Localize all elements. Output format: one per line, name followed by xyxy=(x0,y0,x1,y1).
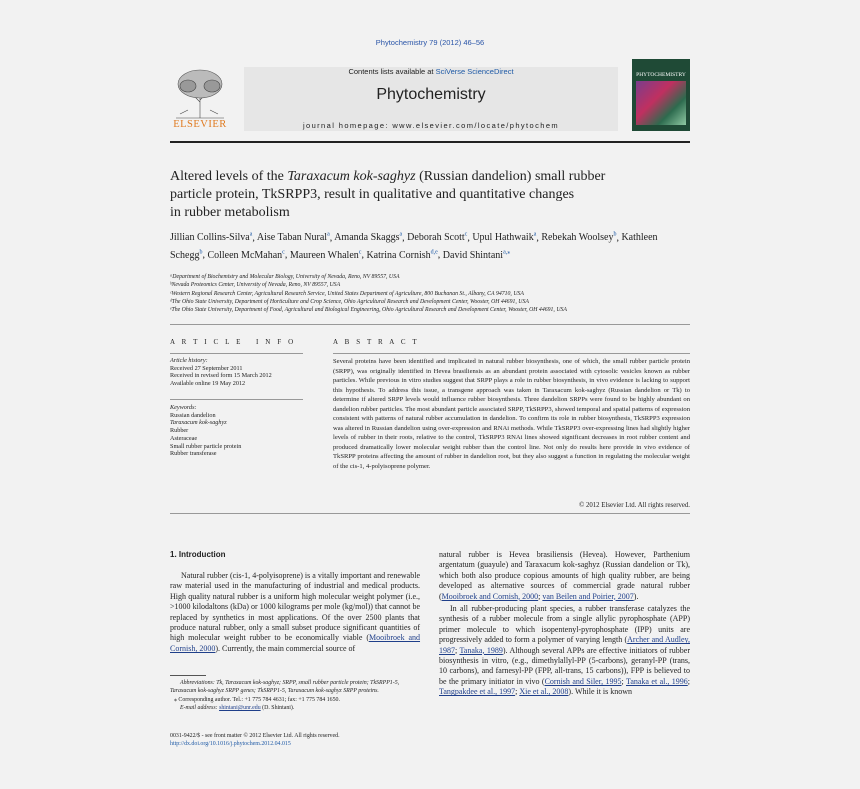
author[interactable]: Rebekah Woolsey$^b$ xyxy=(541,232,617,244)
author-affiliation-marker[interactable]: d,e xyxy=(430,249,438,256)
corresponding-author-note: ⁎ Corresponding author. Tel.: +1 775 784 4631; fax: +1 775 784 1650. xyxy=(174,696,340,703)
author[interactable]: Kathleen Schegg$^b$ xyxy=(170,232,658,261)
journal-cover xyxy=(632,59,690,131)
publisher-name: ELSEVIER xyxy=(173,119,227,130)
author[interactable]: Deborah Scott$^c$ xyxy=(407,232,468,244)
citation-link[interactable]: Mooibroek and Cornish, 2000 xyxy=(170,633,421,653)
issn-line: 0031-9422/$ - see front matter © 2012 Elsevier Ltd. All rights reserved. xyxy=(170,733,340,739)
footnotes xyxy=(170,679,420,713)
citation-link[interactable]: Tangpakdee et al., 1997 xyxy=(439,687,516,697)
cover-image xyxy=(636,81,686,125)
citation-link[interactable]: Archer and Audley, 1987 xyxy=(439,635,690,655)
citation-link[interactable]: Xie et al., 2008 xyxy=(519,687,569,697)
paragraph-text: ). xyxy=(633,591,639,601)
author[interactable]: Jillian Collins-Silva$^a$ xyxy=(170,232,253,244)
copyright: © 2012 Elsevier Ltd. All rights reserved. xyxy=(579,502,690,509)
article-info-heading: A R T I C L E I N F O xyxy=(170,338,296,346)
affiliations xyxy=(170,273,710,314)
author[interactable]: Maureen Whalen$^c$ xyxy=(289,249,362,261)
intro-right-paragraph-1 xyxy=(439,550,690,602)
email-link[interactable]: shintani@unr.edu xyxy=(219,705,261,712)
history-item: Received 27 September 2011 xyxy=(170,364,243,372)
author-affiliation-marker[interactable]: a,⁎ xyxy=(503,249,511,256)
journal-name: Phytochemistry xyxy=(376,86,486,103)
article-history xyxy=(170,357,310,388)
author-affiliation-marker[interactable]: a xyxy=(327,232,330,238)
divider xyxy=(333,353,690,354)
citation-link[interactable]: Cornish and Siler, 1995 xyxy=(544,676,622,686)
affiliation: ᵉThe Ohio State University, Department of Food, Agricultural and Biological Engineering, Ohio Agricultural Research and Development Center, Wooster, OH 44691, USA xyxy=(170,307,567,314)
title-part: Altered levels of the xyxy=(170,169,288,184)
email-label: E-mail address: xyxy=(180,705,220,712)
author-list: Jillian Collins-Silva$^a$, Aise Taban Nural$^a$, Amanda Skaggs$^a$, Deborah Scott$^c$, Upul Hathwaik$^a$, Rebekah Woolsey$^b$, Kathleen Schegg$^b$, Colleen McMahan$^c$, Maureen Whalen$^c$, Katrina Cornish$^{d,e}$, David Shintani$^{a,⁎}$ xyxy=(170,232,658,261)
cover-title: PHYTOCHEMISTRY xyxy=(636,72,686,78)
keyword: Russian dandelion xyxy=(170,411,216,419)
contents-prefix: Contents lists available at xyxy=(348,67,436,76)
divider xyxy=(170,399,303,400)
divider xyxy=(170,353,303,354)
history-item: Available online 19 May 2012 xyxy=(170,380,246,388)
author-affiliation-marker[interactable]: b xyxy=(199,249,203,256)
paragraph-text: In all rubber-producing plant species, a rubber transferase catalyzes the synthesis of a rubber molecule from a single allylic pyrophosphate (APP) primer molecule to which isopentenyl-pyrophosphate (IPP) units are progressively added to form a polymer of varying length ( xyxy=(439,604,690,645)
intro-right-paragraph-2 xyxy=(439,604,690,698)
author-affiliation-marker[interactable]: a xyxy=(399,232,403,238)
paragraph-text: ). While it is known xyxy=(568,687,633,697)
paragraph-text: ). Currently, the main commercial source of xyxy=(215,643,356,653)
author[interactable]: Amanda Skaggs$^a$ xyxy=(334,232,403,244)
author[interactable]: Aise Taban Nural$^a$ xyxy=(256,232,330,244)
sciencedirect-link[interactable]: SciVerse ScienceDirect xyxy=(435,67,514,76)
divider xyxy=(170,324,690,325)
paragraph-text: natural rubber is Hevea brasiliensis (Hevea). However, Parthenium argentatum (guayule) and Taraxacum kok-saghyz (Russian dandelion or Tk), which both also produce copious amounts of high quality rubber, are being developed as alternative sources of commercial grade natural rubber ( xyxy=(439,550,690,601)
affiliation: ᵃDepartment of Biochemistry and Molecular Biology, University of Nevada, Reno, NV 89557, USA xyxy=(170,274,400,280)
citation-link[interactable]: van Beilen and Poirier, 2007 xyxy=(542,591,634,601)
abstract-heading: A B S T R A C T xyxy=(333,338,420,346)
author-affiliation-marker[interactable]: c xyxy=(282,249,285,256)
author[interactable]: Upul Hathwaik$^a$ xyxy=(472,232,537,244)
separator: ; xyxy=(538,591,543,601)
section-heading: 1. Introduction xyxy=(170,550,226,559)
separator: ; xyxy=(621,676,626,686)
separator: ; xyxy=(515,687,520,697)
divider xyxy=(170,513,690,514)
separator: ; xyxy=(455,645,460,655)
abstract-text: Several proteins have been identified and implicated in natural rubber biosynthesis, one of which, the small rubber particle protein (SRPP), was originally identified in Hevea brasiliensis as an abundant protein associated with cytosolic vesicles known as rubber particles. While previous in vitro studies suggest that SRPP plays a role in rubber biosynthesis, in vivo evidence is lacking to support this hypothesis. To address this issue, a transgene approach was taken in Taraxacum kok-saghyz (Russian dandelion or Tk) to determine if altered SRPP levels would influence rubber biosynthesis. Three dandelion SRPPs were found to be highly abundant on dandelion rubber particles. The most abundant particle associated SRPP, TkSRPP3, showed temporal and spatial patterns of expression consistent with patterns of natural rubber accumulation in dandelion. To confirm its role in rubber biosynthesis, TkSRPP3 expression was altered in Russian dandelion using over-expression and RNAi methods. While TkSRPP3 over-expressing lines had slightly higher levels of rubber in their roots, relative to the control, TkSRPP3 RNAi lines showed significant decreases in root rubber content and produced dramatically lower molecular weight rubber than the control line. Not only do results here provide in vivo evidence of TkSRPP proteins affecting the amount of rubber in dandelion root, but they also suggest a function in regulating the molecular weight of the cis-1, 4-polyisoprene polymer. xyxy=(333,358,690,471)
keyword: Asteraceae xyxy=(170,434,198,442)
citation-link[interactable]: Tanaka et al., 1996 xyxy=(626,676,688,686)
author-affiliation-marker[interactable]: a xyxy=(249,232,253,238)
keyword: Rubber transferase xyxy=(170,450,217,458)
citation-link[interactable]: Tanaka, 1989 xyxy=(459,645,503,655)
email-end: (D. Shintani). xyxy=(260,705,295,712)
affiliation: ᵇNevada Proteomics Center, University of Nevada, Reno, NV 89557, USA xyxy=(170,282,341,289)
doi-link[interactable]: http://dx.doi.org/10.1016/j.phytochem.2012.04.015 xyxy=(170,741,291,748)
author-affiliation-marker[interactable]: a xyxy=(533,232,537,238)
title-part: (Russian dandelion) small rubber xyxy=(415,169,606,184)
paragraph-text: ). Although several APPs are effective initiators of rubber biosynthesis in vitro, (e.g., dimethylallyl-PP (5-carbons), geranyl-PP (trans, 10 carbons), and farnesyl-PP (FPP, all-trans, 15 carbons)), FPP is believed to be the primary initiator in vivo ( xyxy=(439,645,690,686)
intro-left-paragraph xyxy=(170,571,420,654)
keyword: Small rubber particle protein xyxy=(170,442,242,450)
footnote-rule xyxy=(170,675,206,676)
affiliation: ᶜWestern Regional Research Center, Agricultural Research Service, United States Department of Agriculture, 800 Buchanan St., Albany, CA 94710, USA xyxy=(170,290,524,297)
author-affiliation-marker[interactable]: c xyxy=(464,232,468,238)
title-part: particle protein, TkSRPP3, result in qualitative and quantitative changes xyxy=(170,187,575,202)
abbreviations-note: Abbreviations: Tk, Taraxacum kok-saghyz; SRPP, small rubber particle protein; TkSRPP1-5, Taraxacum kok-saghyz SRPP genes; TkSRPP1-5, Taraxacum kok-saghyz SRPP proteins. xyxy=(170,680,400,695)
author-affiliation-marker[interactable]: c xyxy=(358,249,362,256)
journal-homepage[interactable]: journal homepage: www.elsevier.com/locate/phytochem xyxy=(302,121,560,130)
author-affiliation-marker[interactable]: b xyxy=(613,232,617,238)
author[interactable]: Colleen McMahan$^c$ xyxy=(207,249,285,261)
keyword: Taraxacum kok-saghyz xyxy=(170,419,227,427)
paragraph-text: Natural rubber (cis-1, 4-polyisoprene) is a vitally important and renewable raw material used in the manufacturing of industrial and medical products. High quality natural rubber is a uniform high molecular weight polymer (i.e., >1000 kilodaltons (kDa) or 1000 kilograms per mole (kg/mol)) that cannot be replaced by synthetics in most applications. Of the over 2500 plants that produce natural rubber, only a small subset produce significant quantities of high molecular weight rubber to be economically viable ( xyxy=(170,571,420,643)
author[interactable]: David Shintani$^{a,⁎}$ xyxy=(442,249,511,261)
article-title xyxy=(170,168,670,222)
keywords xyxy=(170,404,310,458)
separator: ; xyxy=(687,676,691,686)
contents-line xyxy=(244,67,618,76)
author[interactable]: Katrina Cornish$^{d,e}$ xyxy=(366,249,438,261)
keyword: Rubber xyxy=(170,427,189,435)
affiliation: ᵈThe Ohio State University, Department of Horticulture and Crop Science, Ohio Agricultural Research and Development Center, Wooster, OH 44691, USA xyxy=(170,298,529,305)
header-rule xyxy=(170,141,690,143)
front-matter xyxy=(170,732,470,749)
history-item: Received in revised form 15 March 2012 xyxy=(170,372,272,380)
elsevier-logo xyxy=(170,64,230,132)
intro-right-column xyxy=(439,550,690,698)
email-note xyxy=(170,704,420,712)
elsevier-tree-icon xyxy=(170,64,230,120)
journal-reference[interactable]: Phytochemistry 79 (2012) 46–56 xyxy=(375,38,485,47)
citation-link[interactable]: Mooibroek and Cornish, 2000 xyxy=(441,591,539,601)
history-label: Article history: xyxy=(170,357,208,364)
keywords-label: Keywords: xyxy=(170,404,197,411)
title-part: in rubber metabolism xyxy=(170,205,290,220)
title-species: Taraxacum kok-saghyz xyxy=(287,169,416,184)
